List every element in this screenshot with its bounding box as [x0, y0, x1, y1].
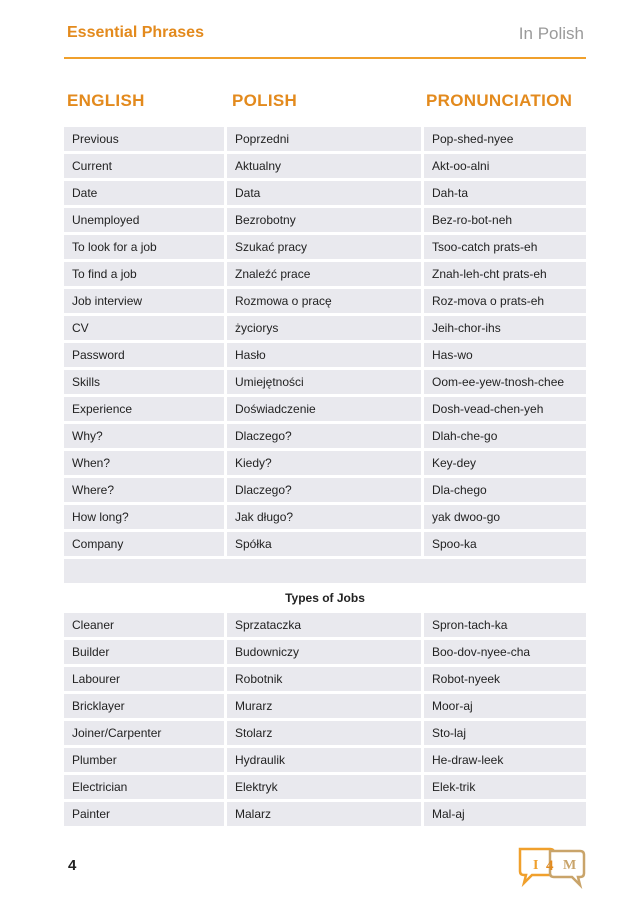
- header-divider: [64, 57, 586, 59]
- pronunciation-cell: Spoo-ka: [421, 532, 586, 559]
- phrase-row: [64, 424, 586, 451]
- english-cell: Date: [64, 181, 224, 208]
- phrase-row: [64, 397, 586, 424]
- job-row: [64, 721, 586, 748]
- polish-cell: Szukać pracy: [224, 235, 421, 262]
- polish-cell: Dlaczego?: [224, 424, 421, 451]
- english-cell: Builder: [64, 640, 224, 667]
- english-cell: Unemployed: [64, 208, 224, 235]
- polish-cell: Murarz: [224, 694, 421, 721]
- column-header-english: ENGLISH: [67, 91, 145, 110]
- polish-cell: Malarz: [224, 802, 421, 829]
- english-cell: Where?: [64, 478, 224, 505]
- job-row: [64, 640, 586, 667]
- pronunciation-cell: Moor-aj: [421, 694, 586, 721]
- phrase-row: [64, 127, 586, 154]
- pronunciation-cell: Key-dey: [421, 451, 586, 478]
- english-cell: Job interview: [64, 289, 224, 316]
- pronunciation-cell: Dlah-che-go: [421, 424, 586, 451]
- pronunciation-cell: He-draw-leek: [421, 748, 586, 775]
- english-cell: Why?: [64, 424, 224, 451]
- english-cell: To look for a job: [64, 235, 224, 262]
- english-cell: Skills: [64, 370, 224, 397]
- logo-letter-4: 4: [546, 858, 554, 874]
- polish-cell: Spółka: [224, 532, 421, 559]
- column-header-pronunciation: PRONUNCIATION: [426, 91, 573, 110]
- polish-cell: Robotnik: [224, 667, 421, 694]
- spacer-cell: [64, 559, 586, 586]
- pronunciation-cell: Tsoo-catch prats-eh: [421, 235, 586, 262]
- polish-cell: Elektryk: [224, 775, 421, 802]
- polish-cell: Stolarz: [224, 721, 421, 748]
- phrase-row: [64, 289, 586, 316]
- polish-cell: Rozmowa o pracę: [224, 289, 421, 316]
- phrase-row: [64, 343, 586, 370]
- column-header-polish: POLISH: [232, 91, 298, 110]
- english-cell: Current: [64, 154, 224, 181]
- english-cell: Labourer: [64, 667, 224, 694]
- polish-cell: Hasło: [224, 343, 421, 370]
- polish-cell: Budowniczy: [224, 640, 421, 667]
- english-cell: CV: [64, 316, 224, 343]
- phrase-row: [64, 181, 586, 208]
- pronunciation-cell: Mal-aj: [421, 802, 586, 829]
- job-row: [64, 775, 586, 802]
- english-cell: Cleaner: [64, 613, 224, 640]
- polish-cell: Bezrobotny: [224, 208, 421, 235]
- polish-cell: Sprzataczka: [224, 613, 421, 640]
- phrase-row: [64, 316, 586, 343]
- pronunciation-cell: Sto-laj: [421, 721, 586, 748]
- job-row: [64, 667, 586, 694]
- polish-cell: życiorys: [224, 316, 421, 343]
- english-cell: Password: [64, 343, 224, 370]
- pronunciation-cell: Dah-ta: [421, 181, 586, 208]
- polish-cell: Aktualny: [224, 154, 421, 181]
- english-cell: Joiner/Carpenter: [64, 721, 224, 748]
- pronunciation-cell: Roz-mova o prats-eh: [421, 289, 586, 316]
- pronunciation-cell: Elek-trik: [421, 775, 586, 802]
- english-cell: Previous: [64, 127, 224, 154]
- pronunciation-cell: Robot-nyeek: [421, 667, 586, 694]
- section-title: Types of Jobs: [64, 586, 586, 613]
- english-cell: Plumber: [64, 748, 224, 775]
- pronunciation-cell: Akt-oo-alni: [421, 154, 586, 181]
- phrase-row: [64, 370, 586, 397]
- english-cell: How long?: [64, 505, 224, 532]
- polish-cell: Umiejętności: [224, 370, 421, 397]
- phrase-row: [64, 262, 586, 289]
- job-row: [64, 802, 586, 829]
- polish-cell: Doświadczenie: [224, 397, 421, 424]
- english-cell: When?: [64, 451, 224, 478]
- job-row: [64, 748, 586, 775]
- section-header-row: [64, 586, 586, 613]
- english-cell: Company: [64, 532, 224, 559]
- polish-cell: Jak długo?: [224, 505, 421, 532]
- pronunciation-cell: Oom-ee-yew-tnosh-chee: [421, 370, 586, 397]
- phrase-row: [64, 451, 586, 478]
- english-cell: Experience: [64, 397, 224, 424]
- language-label: In Polish: [518, 24, 584, 43]
- polish-cell: Data: [224, 181, 421, 208]
- phrase-row: [64, 154, 586, 181]
- phrase-row: [64, 532, 586, 559]
- phrase-row: [64, 478, 586, 505]
- polish-cell: Poprzedni: [224, 127, 421, 154]
- polish-cell: Dlaczego?: [224, 478, 421, 505]
- english-cell: Electrician: [64, 775, 224, 802]
- pronunciation-cell: Dla-chego: [421, 478, 586, 505]
- document-title: Essential Phrases: [67, 24, 204, 41]
- english-cell: Painter: [64, 802, 224, 829]
- pronunciation-cell: Bez-ro-bot-neh: [421, 208, 586, 235]
- phrases-table: [64, 127, 586, 829]
- english-cell: Bricklayer: [64, 694, 224, 721]
- pronunciation-cell: Znah-leh-cht prats-eh: [421, 262, 586, 289]
- pronunciation-cell: Has-wo: [421, 343, 586, 370]
- english-cell: To find a job: [64, 262, 224, 289]
- logo-letter-i: I: [533, 858, 539, 873]
- job-row: [64, 694, 586, 721]
- pronunciation-cell: Spron-tach-ka: [421, 613, 586, 640]
- spacer-row: [64, 559, 586, 586]
- polish-cell: Znaleźć prace: [224, 262, 421, 289]
- pronunciation-cell: Boo-dov-nyee-cha: [421, 640, 586, 667]
- polish-cell: Hydraulik: [224, 748, 421, 775]
- i4m-logo-icon: [516, 845, 588, 889]
- pronunciation-cell: Jeih-chor-ihs: [421, 316, 586, 343]
- page-number: 4: [68, 857, 77, 874]
- pronunciation-cell: Pop-shed-nyee: [421, 127, 586, 154]
- logo-letter-m: M: [563, 858, 577, 873]
- phrase-row: [64, 235, 586, 262]
- job-row: [64, 613, 586, 640]
- polish-cell: Kiedy?: [224, 451, 421, 478]
- pronunciation-cell: Dosh-vead-chen-yeh: [421, 397, 586, 424]
- pronunciation-cell: yak dwoo-go: [421, 505, 586, 532]
- phrase-row: [64, 208, 586, 235]
- phrase-row: [64, 505, 586, 532]
